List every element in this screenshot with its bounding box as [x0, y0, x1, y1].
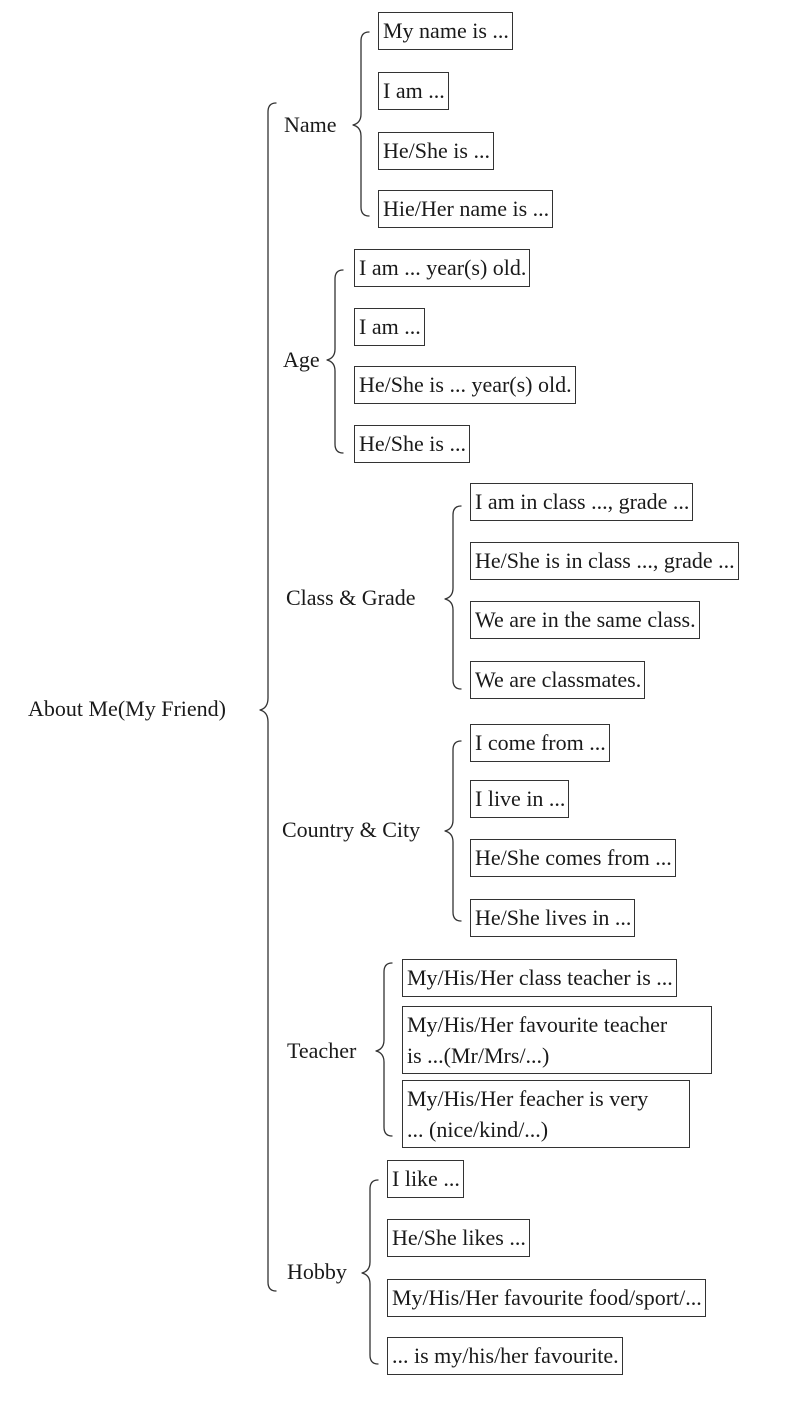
- category-country-city-label: Country & City: [282, 817, 421, 842]
- country-city-phrase-4: He/She lives in ...: [470, 899, 635, 937]
- class-grade-phrase-2: He/She is in class ..., grade ...: [470, 542, 739, 580]
- name-phrase-2: I am ...: [378, 72, 449, 110]
- hobby-phrase-4: ... is my/his/her favourite.: [387, 1337, 623, 1375]
- country-city-phrase-2: I live in ...: [470, 780, 569, 818]
- age-phrase-3: He/She is ... year(s) old.: [354, 366, 576, 404]
- teacher-bracket: [376, 963, 392, 1136]
- country-city-phrase-1: I come from ...: [470, 724, 610, 762]
- age-phrase-2: I am ...: [354, 308, 425, 346]
- name-phrase-1: My name is ...: [378, 12, 513, 50]
- root-label: About Me(My Friend): [28, 696, 226, 721]
- teacher-phrase-2: [402, 1006, 712, 1074]
- country-city-bracket: [445, 741, 461, 921]
- age-bracket: [327, 270, 343, 453]
- country-city-phrase-3: He/She comes from ...: [470, 839, 676, 877]
- teacher-phrase-1: My/His/Her class teacher is ...: [402, 959, 677, 997]
- category-teacher-label: Teacher: [287, 1038, 357, 1063]
- category-age-label: Age: [283, 347, 320, 372]
- category-hobby-label: Hobby: [287, 1259, 347, 1284]
- hobby-phrase-1: I like ...: [387, 1160, 464, 1198]
- category-name-label: Name: [284, 112, 337, 137]
- name-bracket: [353, 32, 369, 216]
- teacher-phrase-2-text: My/His/Her favourite teacher is ...(Mr/Mrs/...): [407, 1012, 668, 1068]
- teacher-phrase-3-text: My/His/Her feacher is very ... (nice/kind/...): [407, 1086, 649, 1142]
- name-phrase-4: Hie/Her name is ...: [378, 190, 553, 228]
- class-grade-phrase-1: I am in class ..., grade ...: [470, 483, 693, 521]
- class-grade-phrase-4: We are classmates.: [470, 661, 645, 699]
- class-grade-bracket: [445, 506, 461, 689]
- hobby-bracket: [362, 1180, 378, 1364]
- category-class-grade-label: Class & Grade: [286, 585, 416, 610]
- name-phrase-3: He/She is ...: [378, 132, 494, 170]
- hobby-phrase-2: He/She likes ...: [387, 1219, 530, 1257]
- age-phrase-1: I am ... year(s) old.: [354, 249, 530, 287]
- class-grade-phrase-3: We are in the same class.: [470, 601, 700, 639]
- age-phrase-4: He/She is ...: [354, 425, 470, 463]
- teacher-phrase-3: [402, 1080, 690, 1148]
- root-bracket: [260, 103, 276, 1291]
- hobby-phrase-3: My/His/Her favourite food/sport/...: [387, 1279, 706, 1317]
